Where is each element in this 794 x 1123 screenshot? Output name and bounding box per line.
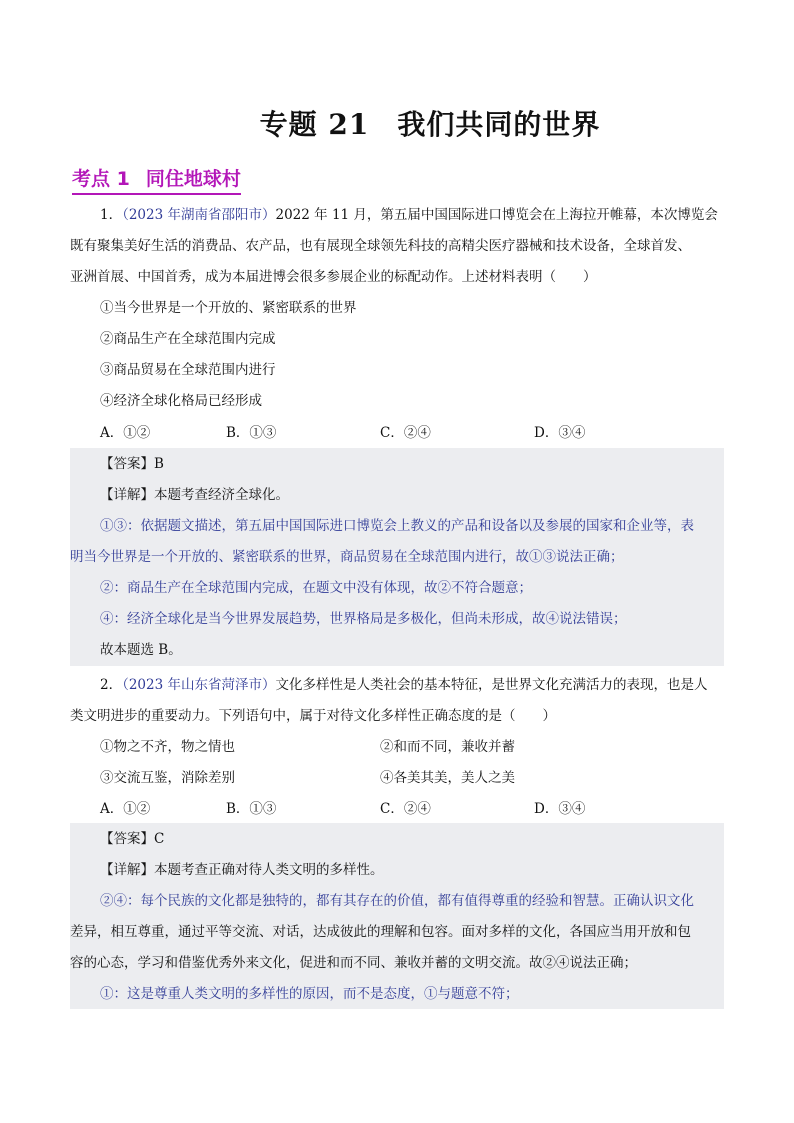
q1-statement-3: ③商品贸易在全球范围内进行 — [100, 362, 276, 378]
q1-stem-line-1: 1．（2023 年湖南省邵阳市）2022 年 11 月，第五届中国国际进口博览会在上海拉开帷幕，本次博览会 — [100, 207, 718, 223]
q1-option-a: A．①② — [100, 425, 151, 441]
q2-answer: 【答案】C — [100, 831, 165, 847]
q1-detail: 【详解】本题考查经济全球化。 — [100, 487, 289, 503]
q2-statement-4: ④各美其美，美人之美 — [380, 770, 515, 786]
q1-statement-2: ②商品生产在全球范围内完成 — [100, 331, 276, 347]
q2-answer-block — [70, 823, 724, 1009]
q1-stem-line-2: 既有聚集美好生活的消费品、农产品，也有展现全球领先科技的高精尖医疗器械和技术设备，全球首发、 — [70, 238, 691, 254]
q1-option-b: B．①③ — [226, 425, 277, 441]
q1-source: （2023 年湖南省邵阳市） — [122, 207, 276, 223]
q2-source: （2023 年山东省菏泽市） — [122, 677, 276, 693]
q1-explanation-1b: 明当今世界是一个开放的、紧密联系的世界，商品贸易在全球范围内进行，故①③说法正确； — [70, 549, 624, 565]
page-title: 专题 21 我们共同的世界 — [259, 108, 601, 141]
q2-statement-3: ③交流互鉴，消除差别 — [100, 770, 235, 786]
q2-option-b: B．①③ — [226, 801, 277, 817]
q2-option-a: A．①② — [100, 801, 151, 817]
q2-stem-line-2: 类文明进步的重要动力。下列语句中，属于对待文化多样性正确态度的是（ ） — [70, 708, 556, 724]
q2-option-d: D．③④ — [534, 801, 586, 817]
q1-answer: 【答案】B — [100, 456, 164, 472]
q1-explanation-1a: ①③：依据题文描述，第五届中国国际进口博览会上教义的产品和设备以及参展的国家和企业等，表 — [100, 518, 694, 534]
q2-detail: 【详解】本题考查正确对待人类文明的多样性。 — [100, 862, 384, 878]
section-heading: 考点 1 同住地球村 — [72, 164, 241, 195]
q2-explanation-1b: 差异，相互尊重，通过平等交流、对话，达成彼此的理解和包容。面对多样的文化，各国应当用开放和包 — [70, 924, 691, 940]
q1-explanation-3: ④：经济全球化是当今世界发展趋势，世界格局是多极化，但尚未形成，故④说法错误； — [100, 611, 627, 627]
q2-explanation-1a: ②④：每个民族的文化都是独特的，都有其存在的价值，都有值得尊重的经验和智慧。正确认识文化 — [100, 893, 694, 909]
q2-explanation-2: ①：这是尊重人类文明的多样性的原因，而不是态度，①与题意不符； — [100, 986, 519, 1002]
q1-option-d: D．③④ — [534, 425, 586, 441]
q2-explanation-1c: 容的心态，学习和借鉴优秀外来文化，促进和而不同、兼收并蓄的文明交流。故②④说法正确； — [70, 955, 637, 971]
q1-stem-line-3: 亚洲首展、中国首秀，成为本届进博会很多参展企业的标配动作。上述材料表明（ ） — [70, 269, 597, 285]
q1-statement-4: ④经济全球化格局已经形成 — [100, 393, 262, 409]
q2-statement-2: ②和而不同，兼收并蓄 — [380, 739, 515, 755]
q1-explanation-2: ②：商品生产在全球范围内完成，在题文中没有体现，故②不符合题意； — [100, 580, 532, 596]
q1-answer-block — [70, 448, 724, 666]
q1-statement-1: ①当今世界是一个开放的、紧密联系的世界 — [100, 300, 357, 316]
q2-statement-1: ①物之不齐，物之情也 — [100, 739, 235, 755]
q2-stem-line-1: 2．（2023 年山东省菏泽市）文化多样性是人类社会的基本特征，是世界文化充满活力的表现，也是人 — [100, 677, 708, 693]
q1-option-c: C．②④ — [380, 425, 431, 441]
q1-conclusion: 故本题选 B。 — [100, 642, 182, 658]
q2-option-c: C．②④ — [380, 801, 431, 817]
